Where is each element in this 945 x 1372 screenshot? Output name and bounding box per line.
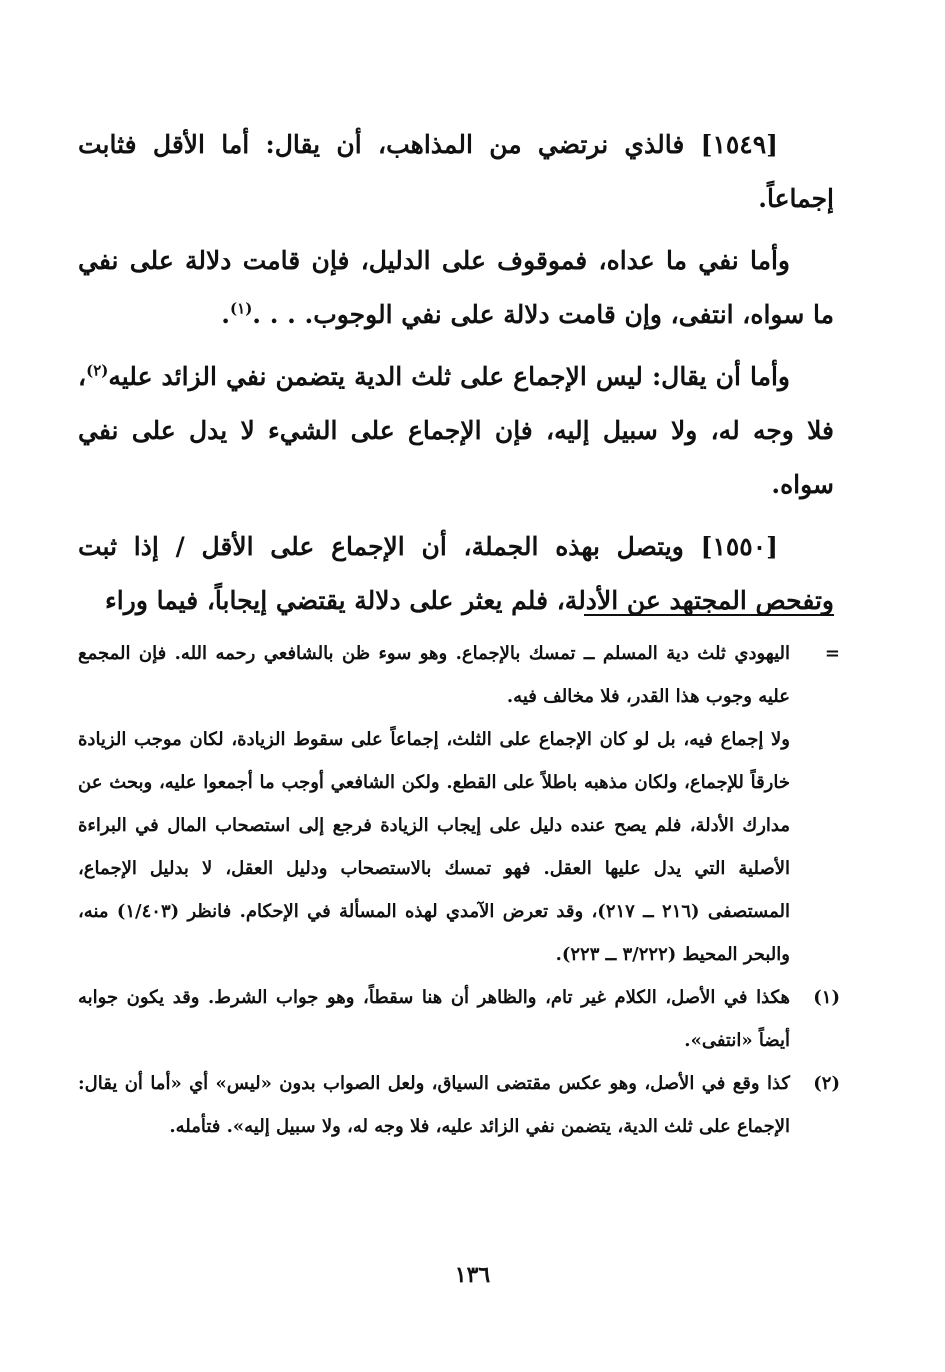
footnote-separator [584, 614, 834, 616]
page-number: ١٣٦ [454, 1262, 491, 1288]
footnote-text: اليهودي ثلث دية المسلم ــ تمسك بالإجماع. وهو سوء ظن بالشافعي رحمه الله. فإن المجمع عليه وجوب هذا القدر، فلا مخالف فيه. [78, 643, 790, 707]
continuation-marker: = [824, 643, 840, 664]
footnote-marker: (٢) [813, 1073, 840, 1094]
paragraph-2 [78, 234, 834, 342]
footnote-ref-2[interactable]: (٢) [86, 361, 109, 380]
paragraph-3 [78, 350, 834, 512]
footnote-text: كذا وقع في الأصل، وهو عكس مقتضى السياق، ولعل الصواب بدون «ليس» أي «أما أن يقال: الإجماع على ثلث الدية، يتضمن نفي الزائد عليه، فلا وجه له، ولا سبيل إليه». فتأمله. [78, 1073, 790, 1137]
paragraph-end: . [221, 300, 231, 329]
paragraph-text: وأما أن يقال: ليس الإجماع على ثلث الدية يتضمن نفي الزائد عليه [108, 362, 790, 391]
footnote-2 [78, 1062, 840, 1148]
footnote-continued-2 [78, 718, 840, 976]
paragraph-text: [١٥٤٩] فالذي نرتضي من المذاهب، أن يقال: أما الأقل فثابت إجماعاً. [78, 130, 834, 213]
paragraph-1550 [78, 520, 834, 628]
footnote-marker: (١) [813, 987, 840, 1008]
footnote-text: هكذا في الأصل، الكلام غير تام، والظاهر أن هنا سقطاً، وهو جواب الشرط. وقد يكون جوابه أيضاً «انتفى». [78, 987, 790, 1051]
footnote-1 [78, 976, 840, 1062]
paragraph-1549 [78, 118, 834, 226]
main-text [78, 118, 834, 636]
paragraph-text: [١٥٥٠] ويتصل بهذه الجملة، أن الإجماع على الأقل / إذا ثبت وتفحص المجتهد عن الأدلة، فلم يعثر على دلالة يقتضي إيجاباً، فيما وراء [78, 532, 834, 615]
paragraph-text: ، فلا وجه له، ولا سبيل إليه، فإن الإجماع على الشيء لا يدل على نفي سواه. [78, 362, 834, 499]
footnotes [78, 632, 840, 1148]
footnote-ref-1[interactable]: (١) [230, 299, 253, 318]
paragraph-text: وأما نفي ما عداه، فموقوف على الدليل، فإن قامت دلالة على نفي ما سواه، انتفى، وإن قامت دلالة على نفي الوجوب. . . . [78, 246, 834, 329]
footnote-text: ولا إجماع فيه، بل لو كان الإجماع على الثلث، إجماعاً على سقوط الزيادة، لكان موجب الزيادة خارقاً للإجماع، ولكان مذهبه باطلاً على القطع. ولكن الشافعي أوجب ما أجمعوا عليه، وبحث عن مدارك الأدلة، فلم يصح عنده دليل على إيجاب الزيادة فرجع إلى استصحاب المال في البراءة الأصلية التي يدل عليها العقل. فهو تمسك بالاستصحاب ودليل العقل، لا بدليل الإجماع، المستصفى (٢١٦ ــ ٢١٧)، وقد تعرض الآمدي لهذه المسألة في الإحكام. فانظر (١/٤٠٣) منه، والبحر المحيط (٣/٢٢٢ ــ ٢٢٣). [78, 729, 791, 965]
footnote-continued [78, 632, 840, 718]
